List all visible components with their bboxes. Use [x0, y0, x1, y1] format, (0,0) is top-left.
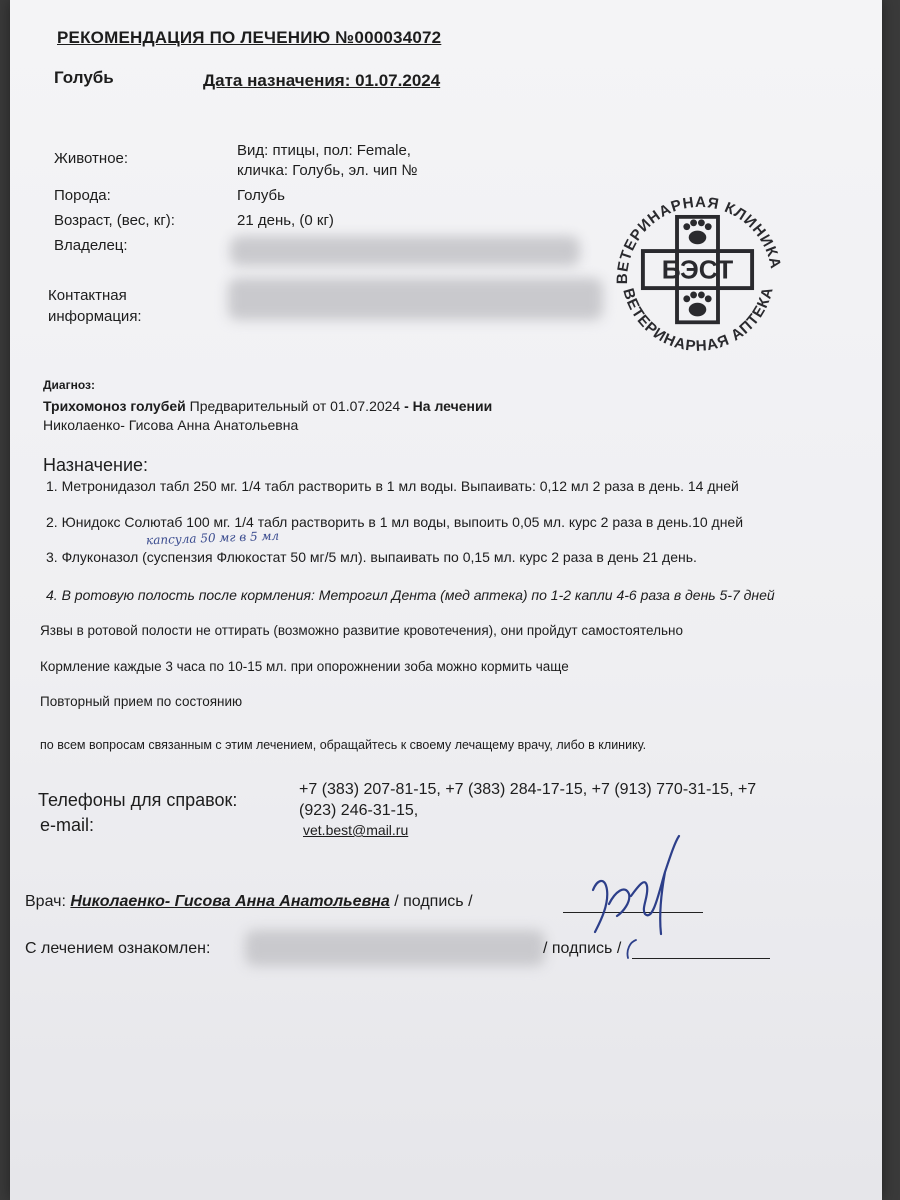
- email-value[interactable]: vet.best@mail.ru: [303, 822, 409, 838]
- prescription-item-1: 1. Метронидазол табл 250 мг. 1/4 табл растворить в 1 мл воды. Выпаивать: 0,12 мл 2 раза в день. 14 дней: [46, 478, 739, 494]
- breed-value: Голубь: [237, 187, 285, 204]
- diagnosis-status: Предварительный от 01.07.2024: [185, 398, 405, 414]
- clinic-stamp: [600, 175, 795, 370]
- note-feeding: Кормление каждые 3 часа по 10-15 мл. при опорожнении зоба можно кормить чаще: [40, 659, 569, 674]
- age-value: 21 день, (0 кг): [237, 212, 334, 229]
- contact-redacted: [228, 278, 603, 320]
- owner-label: Владелец:: [54, 237, 128, 254]
- breed-label: Порода:: [54, 187, 111, 204]
- contact-label-line1: Контактная: [48, 287, 127, 304]
- phones-value: +7 (383) 207-81-15, +7 (383) 284-17-15, +7 (913) 770-31-15, +7 (923) 246-31-15,: [299, 781, 757, 819]
- animal-value-line2: кличка: Голубь, эл. чип №: [237, 162, 418, 179]
- acknowledged-label: С лечением ознакомлен:: [25, 940, 211, 957]
- diagnosis-name: Трихомоноз голубей: [43, 398, 186, 414]
- appointment-date: Дата назначения: 01.07.2024: [203, 71, 441, 90]
- diagnosis-line: [43, 398, 492, 414]
- stamp-top-text: ВЕТЕРИНАРНАЯ КЛИНИКА: [614, 193, 785, 285]
- handwritten-note: капсула 50 мг в 5 мл: [145, 528, 280, 548]
- doctor-signature-line: [25, 893, 473, 911]
- ack-signature-underline: [632, 958, 770, 959]
- stamp-bottom-text: ВЕТЕРИНАРНАЯ АПТЕКА: [619, 284, 777, 355]
- animal-label: Животное:: [54, 150, 129, 167]
- diagnosis-state: - На лечении: [404, 398, 493, 414]
- doctor-sign-label: / подпись /: [389, 893, 473, 910]
- note-questions: по всем вопросам связанным с этим лечением, обращайтесь к своему лечащему врачу, либо в клинику.: [40, 738, 647, 752]
- contact-label-line2: информация:: [48, 308, 142, 325]
- doctor-name: Николаенко- Гисова Анна Анатольевна: [70, 893, 390, 910]
- age-label: Возраст, (вес, кг):: [54, 212, 175, 229]
- acknowledged-redacted: [245, 930, 545, 966]
- ack-sign-label: / подпись /: [543, 940, 622, 957]
- prescription-item-2: 2. Юнидокс Солютаб 100 мг. 1/4 табл растворить в 1 мл воды, выпоить 0,05 мл. курс 2 раза в день.10 дней: [46, 514, 744, 530]
- animal-name-heading: Голубь: [54, 68, 114, 87]
- prescription-item-3: 3. Флуконазол (суспензия Флюкостат 50 мг/5 мл). выпаивать по 0,15 мл. курс 2 раза в день 21 день.: [46, 549, 697, 565]
- animal-value-line1: Вид: птицы, пол: Female,: [237, 142, 411, 159]
- doctor-signature: [575, 832, 695, 942]
- diagnosis-heading: Диагноз:: [43, 378, 95, 392]
- owner-redacted: [230, 236, 580, 266]
- prescription-item-4: 4. В ротовую полость после кормления: Метрогил Дента (мед аптека) по 1-2 капли 4-6 раза в день 5-7 дней: [46, 587, 775, 603]
- prescription-sheet: [10, 0, 882, 1200]
- document-title: РЕКОМЕНДАЦИЯ ПО ЛЕЧЕНИЮ №000034072: [57, 28, 442, 47]
- ack-signature-mark: [624, 936, 646, 960]
- note-ulcers: Язвы в ротовой полости не оттирать (возможно развитие кровотечения), они пройдут самостоятельно: [40, 623, 683, 638]
- phones-label: Телефоны для справок:: [38, 790, 238, 810]
- doctor-label: Врач:: [25, 893, 71, 910]
- diagnosis-doctor: Николаенко- Гисова Анна Анатольевна: [43, 417, 299, 433]
- note-followup: Повторный прием по состоянию: [40, 694, 243, 709]
- email-label: e-mail:: [40, 815, 95, 835]
- stamp-center-text: БЭСТ: [661, 254, 734, 285]
- prescriptions-heading: Назначение:: [43, 455, 149, 475]
